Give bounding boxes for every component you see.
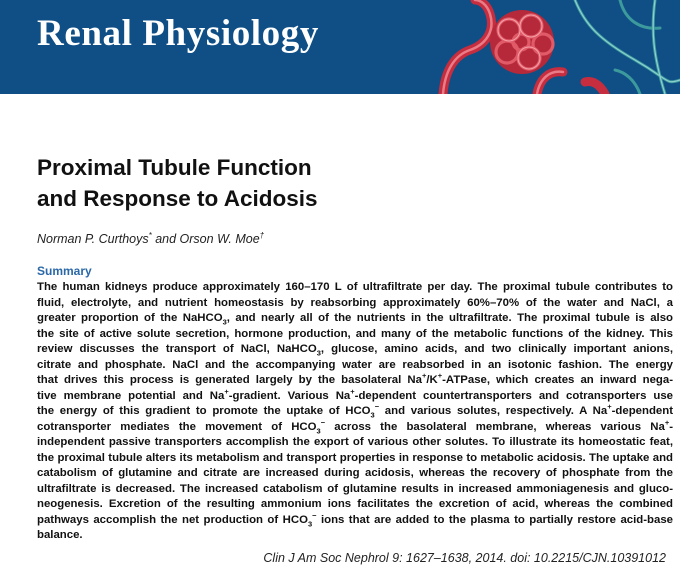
citation-journal: Clin J Am Soc Nephrol	[263, 551, 389, 565]
abstract-line: cotransporter mediates the movement of $HCO_3^-$ across the basolateral membrane, whereas various Na+-	[37, 417, 673, 435]
abstract-line: the site of active solute secretion, hormone production, and many of the metabolic functions of the kidney. This	[37, 327, 673, 340]
article-title-line-2: and Response to Acidosis	[37, 186, 318, 211]
summary-heading: Summary	[37, 264, 92, 278]
abstract-line: independent passive transporters accomplish the export of various other solutes. To illustrate its homeostatic feat,	[37, 436, 673, 448]
author-2-affiliation-mark: †	[259, 231, 265, 240]
abstract-line: fluid, electrolyte, and nutrient homeostasis by reabsorbing approximately 60%–70% of the water and NaCl, a	[37, 296, 673, 309]
article-title-line-1: Proximal Tubule Function	[37, 155, 312, 180]
abstract-line: the energy of this gradient to promote the uptake of $HCO_3^-$ and various solutes, respectively. A Na+-dependent	[37, 402, 673, 420]
abstract-line: The human kidneys produce approximately 160–170 L of ultrafiltrate per day. The proximal tubule contributes to	[37, 281, 673, 293]
journal-name: Renal Physiology	[37, 13, 319, 54]
journal-banner	[0, 0, 680, 94]
abstract-line: tive membrane potential and Na+-gradient. Various Na+-dependent countertransporters and cotransporters use	[37, 386, 674, 402]
citation	[263, 551, 666, 565]
author-list	[37, 231, 264, 246]
abstract-line: neogenesis. Excretion of the resulting ammonium ions facilitates the excretion of acid, whereas the combined	[37, 498, 673, 510]
abstract-line: citrate and phosphate. NaCl and the accompanying water are reabsorbed in an isotonic fashion. The energy	[37, 358, 673, 371]
author-1-affiliation-mark: *	[148, 231, 152, 240]
citation-details: 9: 1627–1638, 2014. doi: 10.2215/CJN.10391012	[388, 551, 666, 565]
author-1: Norman P. Curthoys	[37, 232, 149, 247]
abstract-line: balance.	[37, 529, 83, 541]
abstract-line: pathways accomplish the net production of $HCO_3^-$ ions that are added to the plasma to partially restore acid-base	[37, 510, 673, 528]
article-title	[37, 152, 437, 214]
abstract-text	[37, 280, 673, 544]
abstract-line: that drives this process is generated largely by the basolateral Na+/K+-ATPase, which creates an inward nega-	[37, 371, 674, 386]
abstract-line: the proximal tubule alters its metabolism and transport properties in response to metabolic acidosis. The uptake and	[37, 451, 673, 464]
author-2: and Orson W. Moe	[151, 232, 260, 247]
abstract-line: ultrafiltrate is decreased. The increased catabolism of glutamine results in increased ammoniagenesis and gluco-	[37, 482, 673, 495]
abstract-line: greater proportion of the NaHCO$_3$, and nearly all of the nutrients in the ultrafiltrate. The proximal tubule is also	[37, 312, 673, 327]
glomerulus-illustration	[425, 0, 680, 94]
abstract-line: review discusses the transport of NaCl, NaHCO$_3$, glucose, amino acids, and two clinically important anions,	[37, 343, 673, 358]
abstract-line: catabolism of glutamine and citrate are increased during acidosis, whereas the recovery of phosphate from the	[37, 467, 673, 479]
